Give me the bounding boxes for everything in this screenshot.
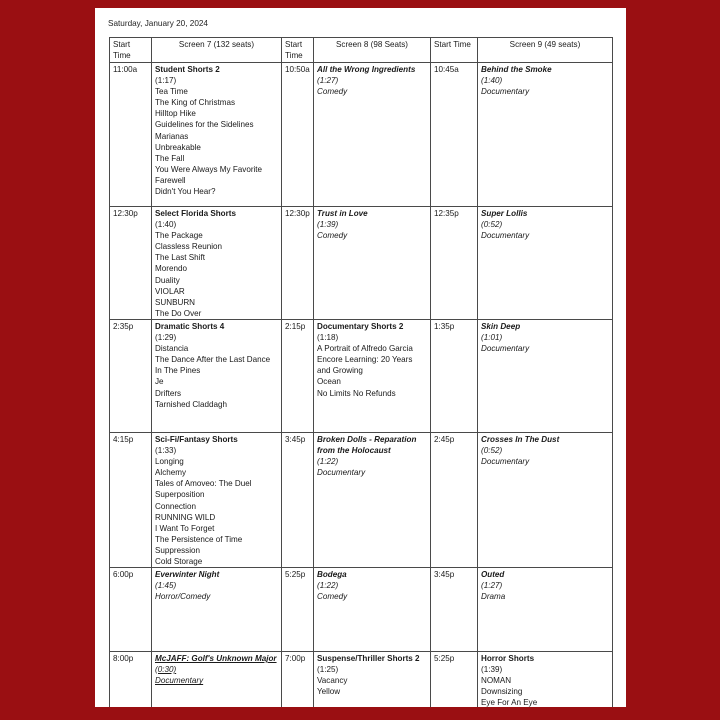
table-row <box>110 568 613 652</box>
program-duration: (1:40) <box>155 220 177 230</box>
program-duration: (1:33) <box>155 446 177 456</box>
header-start-time: Start Time <box>110 38 152 63</box>
film-title: The Last Shift <box>155 253 205 263</box>
film-title: Ocean <box>317 377 341 387</box>
program-genre: Documentary <box>481 87 530 97</box>
program-title: Horror Shorts <box>481 654 535 664</box>
program-genre: Documentary <box>155 676 204 686</box>
program-title: Super Lollis <box>481 209 528 218</box>
film-title: The Package <box>155 231 203 241</box>
start-time: 12:30p <box>110 207 152 320</box>
program-title: Select Florida Shorts <box>155 209 236 218</box>
start-time: 2:15p <box>282 319 314 432</box>
program-title: Documentary Shorts 2 <box>317 321 404 331</box>
program-title: McJAFF: Golf's Unknown Major <box>155 654 277 664</box>
program-genre: Documentary <box>481 231 530 241</box>
start-time: 7:00p <box>282 652 314 707</box>
film-title: Yellow <box>317 687 341 697</box>
film-title: Farewell <box>155 175 186 185</box>
screening-cell <box>152 432 282 567</box>
program-genre: Horror/Comedy <box>155 592 211 602</box>
screening-cell <box>152 63 282 207</box>
film-title: The King of Christmas <box>155 98 236 108</box>
program-genre: Comedy <box>317 231 348 241</box>
film-title: VIOLAR <box>155 286 185 296</box>
screening-cell <box>314 63 431 207</box>
film-title: Guidelines for the Sidelines <box>155 120 254 130</box>
program-title: Suspense/Thriller Shorts 2 <box>317 654 420 664</box>
table-row <box>110 652 613 707</box>
screening-cell <box>478 63 613 207</box>
header-screen-9: Screen 9 (49 seats) <box>478 38 613 63</box>
film-title: Je <box>155 377 164 387</box>
program-duration: (1:40) <box>481 76 503 86</box>
screening-cell <box>314 319 431 432</box>
program-title: Bodega <box>317 570 347 580</box>
screening-cell <box>152 568 282 652</box>
start-time: 12:30p <box>282 207 314 320</box>
program-duration: (0:52) <box>481 220 503 230</box>
film-title: Didn't You Hear? <box>155 187 216 197</box>
film-title: Tarnished Claddagh <box>155 399 227 409</box>
program-genre: Documentary <box>317 468 366 478</box>
start-time: 3:45p <box>282 432 314 567</box>
film-title: Encore Learning: 20 Years and Growing <box>317 355 413 376</box>
film-title: Drifters <box>155 388 182 398</box>
film-title: The Persistence of Time <box>155 534 243 544</box>
program-duration: (1:17) <box>155 76 177 86</box>
table-row <box>110 432 613 567</box>
start-time: 4:15p <box>110 432 152 567</box>
film-title: Morendo <box>155 264 187 274</box>
table-row <box>110 207 613 320</box>
header-row <box>110 38 613 63</box>
start-time: 12:35p <box>431 207 478 320</box>
program-duration: (1:18) <box>317 333 339 343</box>
program-duration: (1:22) <box>317 457 339 467</box>
film-title: The Dance After the Last Dance <box>155 355 271 365</box>
program-duration: (1:29) <box>155 333 177 343</box>
program-title: Student Shorts 2 <box>155 65 220 74</box>
film-title: Alchemy <box>155 468 187 478</box>
screening-cell <box>152 652 282 707</box>
screening-cell <box>478 568 613 652</box>
start-time: 10:45a <box>431 63 478 207</box>
film-title: You Were Always My Favorite <box>155 164 263 174</box>
program-genre: Comedy <box>317 87 348 97</box>
program-title: Everwinter Night <box>155 570 220 580</box>
program-duration: (1:22) <box>317 581 339 591</box>
start-time: 3:45p <box>431 568 478 652</box>
film-title: Distancia <box>155 344 189 354</box>
screening-cell <box>478 319 613 432</box>
film-title: I Want To Forget <box>155 523 215 533</box>
start-time: 8:00p <box>110 652 152 707</box>
program-title: Crosses In The Dust <box>481 434 560 444</box>
screening-cell <box>152 319 282 432</box>
screening-cell <box>314 207 431 320</box>
program-genre: Drama <box>481 592 506 602</box>
program-duration: (1:27) <box>317 76 339 86</box>
film-title: RUNNING WILD <box>155 512 216 522</box>
film-title: Cold Storage <box>155 556 203 566</box>
header-start-time: Start Time <box>431 38 478 63</box>
screening-cell <box>152 207 282 320</box>
start-time: 10:50a <box>282 63 314 207</box>
header-screen-7: Screen 7 (132 seats) <box>152 38 282 63</box>
screening-cell <box>478 207 613 320</box>
film-title: NOMAN <box>481 676 512 686</box>
film-title: Classless Reunion <box>155 242 223 252</box>
film-title: No Limits No Refunds <box>317 388 396 398</box>
film-title: A Portrait of Alfredo Garcia <box>317 344 413 354</box>
screening-cell <box>314 568 431 652</box>
program-duration: (1:39) <box>481 665 503 675</box>
program-duration: (1:27) <box>481 581 503 591</box>
film-title: Connection <box>155 501 196 511</box>
program-title: Dramatic Shorts 4 <box>155 321 225 331</box>
film-title: Unbreakable <box>155 142 201 152</box>
film-title: Vacancy <box>317 676 348 686</box>
film-title: SUNBURN <box>155 297 196 307</box>
program-genre: Documentary <box>481 344 530 354</box>
table-row <box>110 319 613 432</box>
program-duration: (1:25) <box>317 665 339 675</box>
program-duration: (1:45) <box>155 581 177 591</box>
schedule-table <box>109 37 613 707</box>
program-title: Skin Deep <box>481 321 521 331</box>
page-date: Saturday, January 20, 2024 <box>108 19 208 28</box>
program-duration: (0:52) <box>481 446 503 456</box>
film-title: The Fall <box>155 153 185 163</box>
program-duration: (0:30) <box>155 665 177 675</box>
program-title: Sci-Fi/Fantasy Shorts <box>155 434 238 444</box>
program-genre: Comedy <box>317 592 348 602</box>
program-title: Broken Dolls - Reparation from the Holocaust <box>317 434 417 456</box>
film-title: In The Pines <box>155 366 201 376</box>
film-title: Duality <box>155 275 180 285</box>
program-duration: (1:01) <box>481 333 503 343</box>
start-time: 1:35p <box>431 319 478 432</box>
film-title: Marianas <box>155 131 189 141</box>
program-title: Behind the Smoke <box>481 65 552 74</box>
header-start-time: Start Time <box>282 38 314 63</box>
screening-cell <box>314 652 431 707</box>
start-time: 2:45p <box>431 432 478 567</box>
start-time: 2:35p <box>110 319 152 432</box>
screening-cell <box>314 432 431 567</box>
start-time: 5:25p <box>431 652 478 707</box>
start-time: 6:00p <box>110 568 152 652</box>
table-row <box>110 63 613 207</box>
screening-cell <box>478 432 613 567</box>
film-title: Superposition <box>155 490 205 500</box>
program-genre: Documentary <box>481 457 530 467</box>
film-title: Longing <box>155 457 184 467</box>
program-duration: (1:39) <box>317 220 339 230</box>
program-title: Trust in Love <box>317 209 368 218</box>
schedule-page <box>95 8 626 707</box>
film-title: Tea Time <box>155 87 188 97</box>
film-title: The Do Over <box>155 308 202 318</box>
start-time: 5:25p <box>282 568 314 652</box>
film-title: Downsizing <box>481 687 523 697</box>
film-title: Tales of Amoveo: The Duel <box>155 479 252 489</box>
screening-cell <box>478 652 613 707</box>
film-title: Hilltop Hike <box>155 109 196 119</box>
start-time: 11:00a <box>110 63 152 207</box>
program-title: Outed <box>481 570 505 580</box>
header-screen-8: Screen 8 (98 Seats) <box>314 38 431 63</box>
program-title: All the Wrong Ingredients <box>317 65 416 74</box>
film-title: Suppression <box>155 545 200 555</box>
film-title: Eye For An Eye <box>481 698 538 707</box>
